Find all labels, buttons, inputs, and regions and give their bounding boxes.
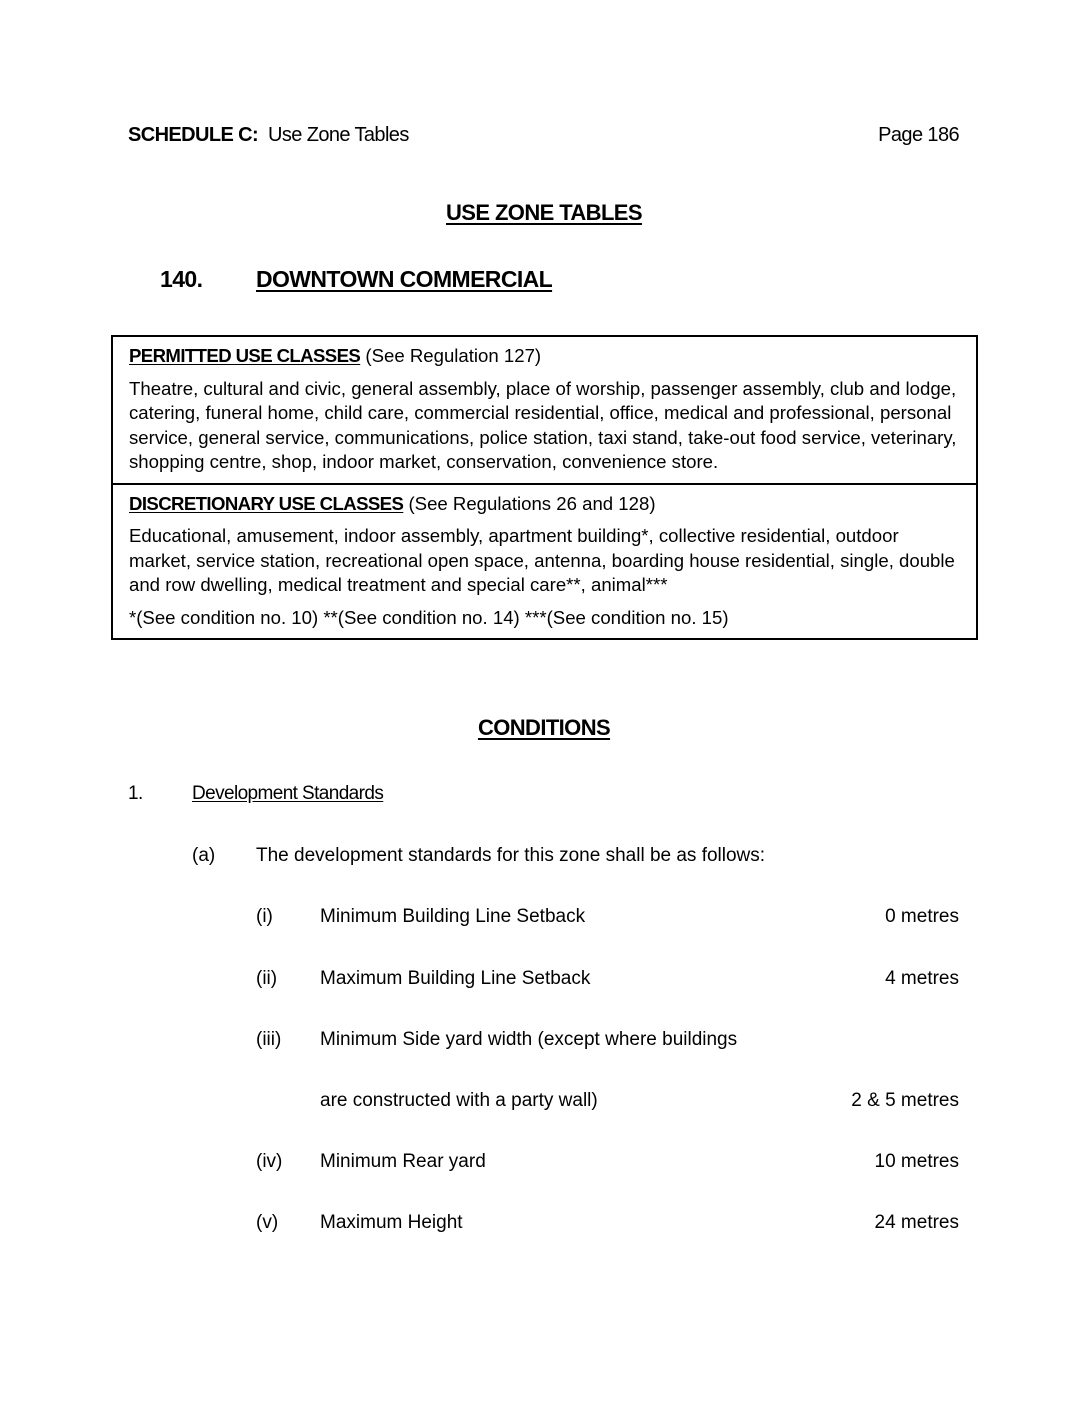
discretionary-label: DISCRETIONARY USE CLASSES (129, 492, 404, 514)
standard-value: 4 metres (885, 968, 959, 989)
discretionary-use-classes (113, 483, 976, 639)
standard-number: (v) (256, 1212, 279, 1233)
permitted-body: Theatre, cultural and civic, general assembly, place of worship, passenger assembly, club and lodge, catering, funeral home, child care, commercial residential, office, medical and professional, personal service, general service, communications, police station, taxi stand, take-out food service, veterinary, shopping centre, shop, indoor market, conservation, convenience store. (129, 377, 957, 472)
standard-label-continued: are constructed with a party wall) (320, 1090, 598, 1111)
permitted-reference: (See Regulation 127) (365, 345, 542, 366)
section-number: 140. (160, 266, 203, 292)
discretionary-reference: (See Regulations 26 and 128) (408, 492, 656, 514)
condition-title: Development Standards (192, 783, 384, 804)
subclause-text: The development standards for this zone shall be as follows: (256, 845, 766, 866)
page-number: Page 186 (878, 124, 959, 146)
standard-number: (ii) (256, 968, 278, 989)
permitted-label: PERMITTED USE CLASSES (129, 345, 361, 366)
discretionary-note: *(See condition no. 10) **(See condition no. 14) ***(See condition no. 15) (129, 606, 729, 628)
page-header-schedule (128, 124, 409, 147)
schedule-label: SCHEDULE C: (128, 124, 259, 146)
discretionary-body: Educational, amusement, indoor assembly, apartment building*, collective residential, outdoor market, service station, recreational open space, antenna, boarding house residential, single, double and row dwelling, medical treatment and special care**, animal*** (129, 525, 955, 595)
section-title: DOWNTOWN COMMERCIAL (256, 266, 553, 292)
use-classes-table (111, 335, 978, 640)
subclause-label: (a) (192, 845, 216, 866)
conditions-title: CONDITIONS (477, 715, 611, 740)
standard-label: Minimum Side yard width (except where buildings (320, 1029, 738, 1050)
standard-value: 2 & 5 metres (851, 1090, 959, 1111)
standard-value: 10 metres (874, 1151, 959, 1172)
standard-label: Maximum Building Line Setback (320, 968, 591, 989)
standard-label: Minimum Rear yard (320, 1151, 486, 1172)
standard-value: 24 metres (874, 1212, 959, 1233)
standard-label: Maximum Height (320, 1212, 463, 1233)
document-title: USE ZONE TABLES (446, 200, 642, 225)
condition-number: 1. (128, 783, 143, 804)
standard-label: Minimum Building Line Setback (320, 906, 586, 927)
schedule-title: Use Zone Tables (268, 124, 409, 146)
standard-number: (iv) (256, 1151, 283, 1172)
standard-number: (i) (256, 906, 273, 927)
permitted-use-classes (113, 337, 976, 483)
discretionary-heading (129, 492, 960, 517)
permitted-heading (129, 344, 960, 369)
standard-value: 0 metres (885, 906, 959, 927)
standard-number: (iii) (256, 1029, 282, 1050)
